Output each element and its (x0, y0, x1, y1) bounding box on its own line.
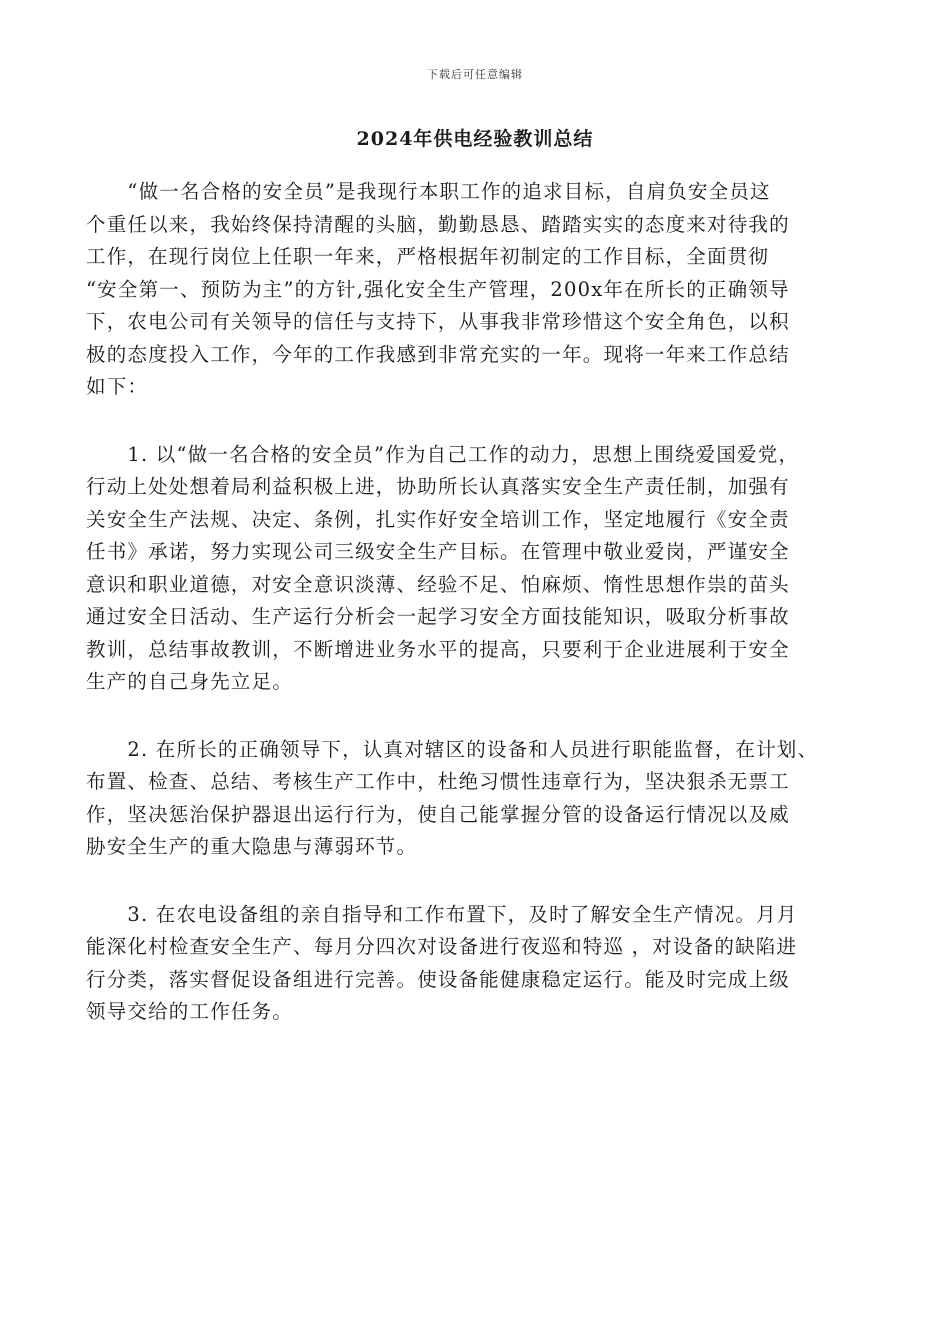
text-line: 工作，在现行岗位上任职一年来，严格根据年初制定的工作目标，全面贯彻 (86, 245, 770, 268)
header-note: 下载后可任意编辑 (427, 68, 523, 81)
text-line: 极的态度投入工作，今年的工作我感到非常充实的一年。现将一年来工作总结 (86, 342, 790, 366)
text-line: 布置、检查、总结、考核生产工作中，杜绝习惯性违章行为，坚决狠杀无票工 (86, 770, 790, 793)
paragraph-gap (86, 699, 876, 734)
text-line: 生产的自己身先立足。 (86, 670, 294, 693)
text-line: 行动上处处想着局利益积极上进，协助所长认真落实安全生产责任制，加强有 (86, 475, 790, 498)
paragraph-item-1 (86, 439, 876, 699)
text-line: 个重任以来，我始终保持清醒的头脑，勤勤恳恳、踏踏实实的态度来对待我的 (86, 212, 790, 236)
document-body (86, 176, 876, 1029)
document-title: 2024年供电经验教训总结 (356, 128, 594, 150)
text-line: 关安全生产法规、决定、条例，扎实作好安全培训工作，坚定地履行《安全责 (86, 507, 790, 531)
paragraph-gap (86, 864, 876, 899)
text-line: 如下： (86, 375, 149, 398)
text-line: 意识和职业道德，对安全意识淡薄、经验不足、怕麻烦、惰性思想作祟的苗头 (86, 572, 790, 596)
text-line: 领导交给的工作任务。 (86, 1000, 294, 1023)
text-line: 作，坚决惩治保护器退出运行行为，使自己能掌握分管的设备运行情况以及威 (86, 802, 790, 826)
text-line: “安全第一、预防为主”的方针,强化安全生产管理，200x年在所长的正确领导 (86, 277, 790, 301)
text-line: 胁安全生产的重大隐患与薄弱环节。 (86, 835, 418, 858)
paragraph-item-2 (86, 734, 876, 864)
text-line: 3. 在农电设备组的亲自指导和工作布置下，及时了解安全生产情况。月月 (86, 902, 798, 926)
text-line: “做一名合格的安全员”是我现行本职工作的追求目标，自肩负安全员这 (86, 180, 771, 203)
paragraph-gap (86, 404, 876, 439)
paragraph-item-3 (86, 899, 876, 1029)
text-line: 教训，总结事故教训，不断增进业务水平的提高，只要利于企业进展利于安全 (86, 637, 790, 661)
paragraph-intro (86, 176, 876, 404)
text-line: 1. 以“做一名合格的安全员”作为自己工作的动力，思想上围绕爱国爱党， (86, 442, 800, 466)
text-line: 行分类，落实督促设备组进行完善。使设备能健康稳定运行。能及时完成上级 (86, 967, 790, 991)
text-line: 2. 在所长的正确领导下，认真对辖区的设备和人员进行职能监督，在计划、 (86, 737, 819, 761)
text-line: 能深化村检查安全生产、每月分四次对设备进行夜巡和特巡 ，对设备的缺陷进 (86, 935, 798, 958)
text-line: 下，农电公司有关领导的信任与支持下，从事我非常珍惜这个安全角色，以积 (86, 310, 790, 333)
text-line: 任书》承诺，努力实现公司三级安全生产目标。在管理中敬业爱岗，严谨安全 (86, 540, 790, 563)
text-line: 通过安全日活动、生产运行分析会一起学习安全方面技能知识，吸取分析事故 (86, 605, 790, 628)
